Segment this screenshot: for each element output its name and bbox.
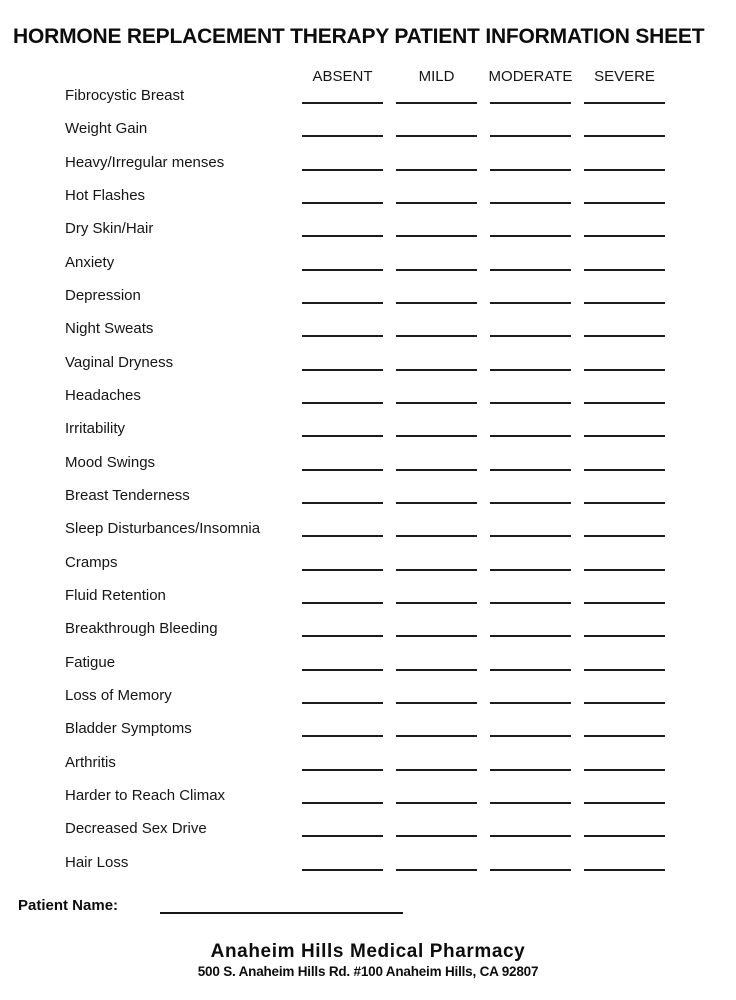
rating-blank-mild[interactable]: [396, 786, 477, 804]
symptom-row: [0, 519, 678, 552]
rating-blank-absent[interactable]: [302, 619, 383, 637]
rating-blank-severe[interactable]: [584, 253, 665, 271]
rating-blank-absent[interactable]: [302, 486, 383, 504]
rating-blank-moderate[interactable]: [490, 619, 571, 637]
pharmacy-name: Anaheim Hills Medical Pharmacy: [210, 941, 526, 962]
rating-blank-moderate[interactable]: [490, 519, 571, 537]
rating-blank-moderate[interactable]: [490, 286, 571, 304]
symptom-label: Arthritis: [65, 753, 116, 771]
symptom-label: Breast Tenderness: [65, 486, 190, 504]
rating-blank-mild[interactable]: [396, 353, 477, 371]
rating-blank-moderate[interactable]: [490, 553, 571, 571]
symptom-label: Heavy/Irregular menses: [65, 153, 225, 171]
rating-blank-moderate[interactable]: [490, 786, 571, 804]
symptom-row: [0, 219, 678, 252]
rating-blank-moderate[interactable]: [490, 719, 571, 737]
rating-blank-moderate[interactable]: [490, 86, 571, 104]
symptom-row: [0, 286, 678, 319]
symptom-row: [0, 86, 678, 119]
symptom-label: Harder to Reach Climax: [65, 786, 226, 804]
symptom-label: Fatigue: [65, 653, 116, 671]
rating-blank-absent[interactable]: [302, 453, 383, 471]
rating-blank-severe[interactable]: [584, 686, 665, 704]
symptom-row: [0, 853, 678, 886]
symptom-row: [0, 486, 678, 519]
symptom-label: Vaginal Dryness: [65, 353, 174, 371]
rating-blank-severe[interactable]: [584, 753, 665, 771]
symptom-row: [0, 619, 678, 652]
column-header-row: [0, 66, 678, 86]
rating-blank-severe[interactable]: [584, 819, 665, 837]
symptom-row: [0, 153, 678, 186]
rating-blank-absent[interactable]: [302, 519, 383, 537]
rating-blank-mild[interactable]: [396, 753, 477, 771]
rating-blank-mild[interactable]: [396, 619, 477, 637]
symptom-label: Irritability: [65, 420, 126, 438]
rating-blank-mild[interactable]: [396, 319, 477, 337]
column-header-mild: MILD: [418, 67, 455, 85]
rating-blank-moderate[interactable]: [490, 853, 571, 871]
rating-blank-absent[interactable]: [302, 753, 383, 771]
rating-blank-mild[interactable]: [396, 819, 477, 837]
column-header-severe: SEVERE: [594, 67, 655, 85]
symptom-label: Cramps: [65, 553, 118, 571]
rating-blank-mild[interactable]: [396, 719, 477, 737]
rating-blank-mild[interactable]: [396, 86, 477, 104]
rating-blank-moderate[interactable]: [490, 753, 571, 771]
symptom-row: [0, 119, 678, 152]
rating-blank-severe[interactable]: [584, 653, 665, 671]
symptom-row: [0, 686, 678, 719]
symptom-label: Fibrocystic Breast: [65, 87, 185, 104]
rating-blank-severe[interactable]: [584, 419, 665, 437]
rating-blank-absent[interactable]: [302, 353, 383, 371]
rating-blank-absent[interactable]: [302, 86, 383, 104]
symptom-label: Night Sweats: [65, 320, 154, 338]
rating-blank-absent[interactable]: [302, 586, 383, 604]
rating-blank-mild[interactable]: [396, 853, 477, 871]
rating-blank-moderate[interactable]: [490, 586, 571, 604]
patient-name-label: Patient Name:: [18, 897, 119, 914]
symptom-label: Decreased Sex Drive: [65, 820, 207, 838]
rating-blank-absent[interactable]: [302, 419, 383, 437]
rating-blank-mild[interactable]: [396, 519, 477, 537]
symptom-row: [0, 819, 678, 852]
symptom-label: Loss of Memory: [65, 686, 172, 704]
rating-blank-severe[interactable]: [584, 586, 665, 604]
rating-blank-mild[interactable]: [396, 486, 477, 504]
rating-blank-mild[interactable]: [396, 586, 477, 604]
rating-blank-mild[interactable]: [396, 419, 477, 437]
rating-blank-severe[interactable]: [584, 319, 665, 337]
patient-name-input[interactable]: [160, 895, 403, 914]
rating-blank-moderate[interactable]: [490, 486, 571, 504]
rating-blank-moderate[interactable]: [490, 386, 571, 404]
rating-blank-mild[interactable]: [396, 219, 477, 237]
symptom-row: [0, 786, 678, 819]
rating-blank-absent[interactable]: [302, 219, 383, 237]
rating-blank-moderate[interactable]: [490, 153, 571, 171]
rating-blank-moderate[interactable]: [490, 119, 571, 137]
symptom-label: Hot Flashes: [65, 186, 146, 204]
column-header-moderate: MODERATE: [488, 67, 573, 85]
rating-blank-mild[interactable]: [396, 386, 477, 404]
rating-blank-mild[interactable]: [396, 186, 477, 204]
rating-blank-severe[interactable]: [584, 286, 665, 304]
rating-blank-absent[interactable]: [302, 553, 383, 571]
symptom-row: [0, 653, 678, 686]
rating-blank-mild[interactable]: [396, 553, 477, 571]
symptom-label: Sleep Disturbances/Insomnia: [65, 520, 261, 538]
rating-blank-severe[interactable]: [584, 219, 665, 237]
symptom-label: Weight Gain: [65, 120, 148, 138]
rating-blank-mild[interactable]: [396, 253, 477, 271]
symptom-row: [0, 553, 678, 586]
rating-blank-absent[interactable]: [302, 819, 383, 837]
rating-blank-severe[interactable]: [584, 353, 665, 371]
rating-blank-mild[interactable]: [396, 653, 477, 671]
rating-blank-absent[interactable]: [302, 686, 383, 704]
symptom-row: [0, 186, 678, 219]
symptom-label: Hair Loss: [65, 853, 129, 871]
symptom-row: [0, 253, 678, 286]
rating-blank-absent[interactable]: [302, 153, 383, 171]
rating-blank-severe[interactable]: [584, 386, 665, 404]
rating-blank-severe[interactable]: [584, 853, 665, 871]
rating-blank-moderate[interactable]: [490, 319, 571, 337]
rating-blank-severe[interactable]: [584, 519, 665, 537]
form-title: HORMONE REPLACEMENT THERAPY PATIENT INFORMATION SHEET: [13, 25, 705, 48]
rating-blank-absent[interactable]: [302, 386, 383, 404]
rating-blank-severe[interactable]: [584, 786, 665, 804]
rating-blank-mild[interactable]: [396, 286, 477, 304]
symptom-row: [0, 353, 678, 386]
symptom-label: Bladder Symptoms: [65, 720, 192, 738]
symptom-rows: [0, 86, 678, 886]
rating-blank-severe[interactable]: [584, 453, 665, 471]
rating-blank-moderate[interactable]: [490, 219, 571, 237]
column-header-absent: ABSENT: [312, 67, 373, 85]
rating-blank-severe[interactable]: [584, 486, 665, 504]
rating-blank-moderate[interactable]: [490, 653, 571, 671]
symptom-label: Breakthrough Bleeding: [65, 620, 218, 638]
symptom-row: [0, 453, 678, 486]
rating-blank-mild[interactable]: [396, 153, 477, 171]
rating-blank-absent[interactable]: [302, 719, 383, 737]
rating-blank-mild[interactable]: [396, 686, 477, 704]
symptom-row: [0, 753, 678, 786]
rating-blank-absent[interactable]: [302, 119, 383, 137]
rating-blank-mild[interactable]: [396, 119, 477, 137]
rating-blank-moderate[interactable]: [490, 253, 571, 271]
symptom-row: [0, 419, 678, 452]
rating-blank-severe[interactable]: [584, 186, 665, 204]
symptom-rating-table: [0, 66, 678, 886]
rating-blank-absent[interactable]: [302, 253, 383, 271]
symptom-row: [0, 586, 678, 619]
symptom-row: [0, 319, 678, 352]
rating-blank-moderate[interactable]: [490, 453, 571, 471]
rating-blank-severe[interactable]: [584, 719, 665, 737]
rating-blank-absent[interactable]: [302, 653, 383, 671]
rating-blank-absent[interactable]: [302, 186, 383, 204]
rating-blank-moderate[interactable]: [490, 819, 571, 837]
symptom-row: [0, 719, 678, 752]
symptom-label: Depression: [65, 286, 141, 304]
rating-blank-absent[interactable]: [302, 286, 383, 304]
rating-blank-severe[interactable]: [584, 553, 665, 571]
rating-blank-severe[interactable]: [584, 119, 665, 137]
rating-blank-moderate[interactable]: [490, 419, 571, 437]
symptom-label: Mood Swings: [65, 453, 156, 471]
symptom-label: Dry Skin/Hair: [65, 220, 154, 238]
rating-blank-absent[interactable]: [302, 319, 383, 337]
symptom-label: Fluid Retention: [65, 586, 166, 604]
rating-blank-moderate[interactable]: [490, 186, 571, 204]
rating-blank-mild[interactable]: [396, 453, 477, 471]
symptom-label: Headaches: [65, 386, 141, 404]
rating-blank-severe[interactable]: [584, 619, 665, 637]
rating-blank-severe[interactable]: [584, 86, 665, 104]
symptom-row: [0, 386, 678, 419]
rating-blank-moderate[interactable]: [490, 686, 571, 704]
rating-blank-absent[interactable]: [302, 853, 383, 871]
rating-blank-moderate[interactable]: [490, 353, 571, 371]
rating-blank-severe[interactable]: [584, 153, 665, 171]
pharmacy-address: 500 S. Anaheim Hills Rd. #100 Anaheim Hills, CA 92807: [197, 964, 539, 979]
rating-blank-absent[interactable]: [302, 786, 383, 804]
symptom-label: Anxiety: [65, 253, 115, 271]
